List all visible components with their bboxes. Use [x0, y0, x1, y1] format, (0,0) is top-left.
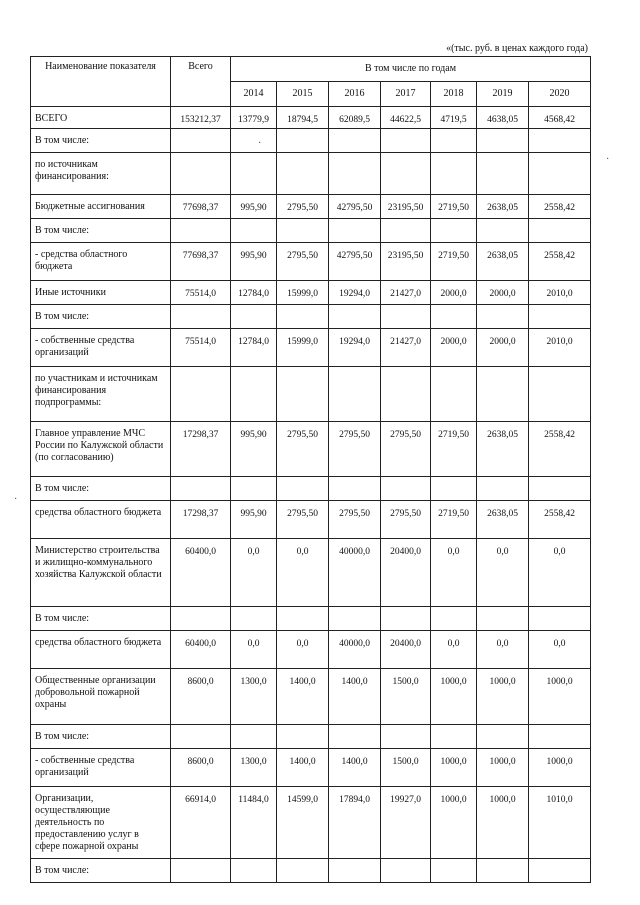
year-value-cell: 0,0: [529, 631, 591, 669]
table-row: [31, 749, 591, 787]
year-value-cell: 0,0: [477, 631, 529, 669]
year-value-cell: 0,0: [431, 539, 477, 607]
year-value-cell: [329, 477, 381, 501]
row-label: по источникам финансирования:: [31, 153, 171, 195]
year-value-cell: [529, 219, 591, 243]
row-label: Главное управление МЧС России по Калужской области (по согласованию): [31, 422, 171, 477]
row-label: В том числе:: [31, 859, 171, 883]
table-row: [31, 422, 591, 477]
row-label: по участникам и источникам финансирования подпрограммы:: [31, 367, 171, 422]
col-header-year: 2015: [277, 82, 329, 107]
row-label: - собственные средства организаций: [31, 749, 171, 787]
year-value-cell: [381, 305, 431, 329]
row-label: В том числе:: [31, 725, 171, 749]
row-label: средства областного бюджета: [31, 631, 171, 669]
table-row: [31, 329, 591, 367]
year-value-cell: [277, 305, 329, 329]
table-row: [31, 669, 591, 725]
year-value-cell: [381, 859, 431, 883]
year-value-cell: [477, 725, 529, 749]
year-value-cell: [231, 219, 277, 243]
year-value-cell: 2638,05: [477, 501, 529, 539]
year-value-cell: 2719,50: [431, 243, 477, 281]
year-value-cell: [231, 607, 277, 631]
year-value-cell: 995,90: [231, 501, 277, 539]
year-value-cell: [529, 305, 591, 329]
year-value-cell: [381, 153, 431, 195]
year-value-cell: 0,0: [431, 631, 477, 669]
row-label: Общественные организации добровольной пожарной охраны: [31, 669, 171, 725]
year-value-cell: [381, 477, 431, 501]
year-value-cell: 40000,0: [329, 539, 381, 607]
year-value-cell: 1010,0: [529, 787, 591, 859]
year-value-cell: 1000,0: [477, 669, 529, 725]
year-value-cell: [529, 725, 591, 749]
row-label: средства областного бюджета: [31, 501, 171, 539]
year-value-cell: [529, 129, 591, 153]
row-total: 60400,0: [171, 631, 231, 669]
year-value-cell: 1300,0: [231, 749, 277, 787]
year-value-cell: 14599,0: [277, 787, 329, 859]
year-value-cell: [329, 153, 381, 195]
year-value-cell: [231, 305, 277, 329]
year-value-cell: [477, 129, 529, 153]
year-value-cell: 15999,0: [277, 281, 329, 305]
year-value-cell: 995,90: [231, 195, 277, 219]
row-total: [171, 725, 231, 749]
table-row: [31, 219, 591, 243]
year-value-cell: 20400,0: [381, 631, 431, 669]
row-total: [171, 153, 231, 195]
year-value-cell: 4638,05: [477, 107, 529, 129]
year-value-cell: [431, 219, 477, 243]
year-value-cell: 2000,0: [477, 281, 529, 305]
year-value-cell: [231, 725, 277, 749]
year-value-cell: [231, 859, 277, 883]
year-value-cell: 1000,0: [477, 749, 529, 787]
row-total: 66914,0: [171, 787, 231, 859]
table-row: [31, 243, 591, 281]
row-total: [171, 219, 231, 243]
year-value-cell: 44622,5: [381, 107, 431, 129]
year-value-cell: [277, 859, 329, 883]
year-value-cell: 2638,05: [477, 243, 529, 281]
year-value-cell: [431, 305, 477, 329]
year-value-cell: 2638,05: [477, 422, 529, 477]
year-value-cell: [431, 153, 477, 195]
year-value-cell: [529, 859, 591, 883]
year-value-cell: 2795,50: [329, 422, 381, 477]
year-value-cell: [381, 607, 431, 631]
year-value-cell: [277, 725, 329, 749]
table-row: [31, 367, 591, 422]
col-header-total: Всего: [171, 57, 231, 107]
year-value-cell: [231, 129, 277, 153]
row-label: В том числе:: [31, 477, 171, 501]
year-value-cell: [381, 129, 431, 153]
year-value-cell: 2000,0: [477, 329, 529, 367]
year-value-cell: 2795,50: [277, 501, 329, 539]
year-value-cell: 19294,0: [329, 329, 381, 367]
year-value-cell: [431, 129, 477, 153]
year-value-cell: [231, 367, 277, 422]
year-value-cell: 2795,50: [277, 422, 329, 477]
year-value-cell: 2719,50: [431, 501, 477, 539]
year-value-cell: [329, 367, 381, 422]
year-value-cell: 2638,05: [477, 195, 529, 219]
row-total: [171, 129, 231, 153]
year-value-cell: 4568,42: [529, 107, 591, 129]
year-value-cell: [431, 607, 477, 631]
year-value-cell: 2795,50: [329, 501, 381, 539]
table-row: [31, 305, 591, 329]
col-header-year: 2019: [477, 82, 529, 107]
year-value-cell: [431, 367, 477, 422]
year-value-cell: 23195,50: [381, 243, 431, 281]
year-value-cell: [477, 153, 529, 195]
year-value-cell: [477, 607, 529, 631]
year-value-cell: [231, 477, 277, 501]
year-value-cell: 995,90: [231, 243, 277, 281]
year-value-cell: [529, 153, 591, 195]
header-row-1: [31, 57, 591, 82]
row-total: 77698,37: [171, 243, 231, 281]
year-value-cell: [277, 153, 329, 195]
year-value-cell: [477, 219, 529, 243]
year-value-cell: 1400,0: [329, 749, 381, 787]
table-row: [31, 501, 591, 539]
row-label: Организации, осуществляющие деятельность по предоставлению услуг в сфере пожарной охраны: [31, 787, 171, 859]
year-value-cell: [277, 367, 329, 422]
year-value-cell: [329, 219, 381, 243]
row-total: 75514,0: [171, 281, 231, 305]
year-value-cell: 0,0: [231, 631, 277, 669]
table-row: [31, 477, 591, 501]
year-value-cell: 20400,0: [381, 539, 431, 607]
year-value-cell: 2000,0: [431, 329, 477, 367]
year-value-cell: [329, 305, 381, 329]
year-value-cell: [329, 129, 381, 153]
table-row: [31, 129, 591, 153]
row-total: 8600,0: [171, 749, 231, 787]
col-header-year: 2017: [381, 82, 431, 107]
table-body: [31, 107, 591, 883]
year-value-cell: 2795,50: [381, 422, 431, 477]
year-value-cell: 12784,0: [231, 281, 277, 305]
year-value-cell: 1400,0: [277, 749, 329, 787]
row-label: Бюджетные ассигнования: [31, 195, 171, 219]
row-label: В том числе:: [31, 219, 171, 243]
row-total: 153212,37: [171, 107, 231, 129]
year-value-cell: 15999,0: [277, 329, 329, 367]
row-total: [171, 607, 231, 631]
table-row: [31, 107, 591, 129]
year-value-cell: 21427,0: [381, 281, 431, 305]
year-value-cell: 1500,0: [381, 749, 431, 787]
year-value-cell: 2558,42: [529, 243, 591, 281]
year-value-cell: 12784,0: [231, 329, 277, 367]
year-value-cell: 42795,50: [329, 243, 381, 281]
col-header-year: 2020: [529, 82, 591, 107]
row-total: 75514,0: [171, 329, 231, 367]
row-total: 17298,37: [171, 422, 231, 477]
col-header-name: Наименование показателя: [31, 57, 171, 107]
year-value-cell: 2795,50: [277, 243, 329, 281]
year-value-cell: [381, 367, 431, 422]
year-value-cell: [277, 219, 329, 243]
year-value-cell: 0,0: [529, 539, 591, 607]
year-value-cell: [277, 477, 329, 501]
year-value-cell: 62089,5: [329, 107, 381, 129]
year-value-cell: [381, 219, 431, 243]
scan-speck: ·: [258, 138, 262, 149]
year-value-cell: 2719,50: [431, 422, 477, 477]
year-value-cell: 18794,5: [277, 107, 329, 129]
year-value-cell: 0,0: [277, 539, 329, 607]
year-value-cell: 2010,0: [529, 329, 591, 367]
row-label: - средства областного бюджета: [31, 243, 171, 281]
year-value-cell: 1000,0: [431, 787, 477, 859]
year-value-cell: [431, 477, 477, 501]
year-value-cell: 1000,0: [477, 787, 529, 859]
year-value-cell: 0,0: [277, 631, 329, 669]
col-header-year: 2016: [329, 82, 381, 107]
budget-table: [30, 56, 591, 883]
year-value-cell: [431, 725, 477, 749]
year-value-cell: 2010,0: [529, 281, 591, 305]
table-row: [31, 281, 591, 305]
year-value-cell: 23195,50: [381, 195, 431, 219]
year-value-cell: 21427,0: [381, 329, 431, 367]
row-label: - собственные средства организаций: [31, 329, 171, 367]
year-value-cell: 1500,0: [381, 669, 431, 725]
year-value-cell: 19294,0: [329, 281, 381, 305]
row-label: Министерство строительства и жилищно-коммунального хозяйства Калужской области: [31, 539, 171, 607]
row-total: 60400,0: [171, 539, 231, 607]
table-row: [31, 539, 591, 607]
year-value-cell: [381, 725, 431, 749]
year-value-cell: 1300,0: [231, 669, 277, 725]
year-value-cell: 1000,0: [529, 749, 591, 787]
year-value-cell: [477, 367, 529, 422]
table-row: [31, 631, 591, 669]
year-value-cell: [277, 129, 329, 153]
unit-note: «(тыс. руб. в ценах каждого года): [446, 43, 588, 54]
year-value-cell: [529, 477, 591, 501]
year-value-cell: 2558,42: [529, 422, 591, 477]
year-value-cell: 2795,50: [381, 501, 431, 539]
year-value-cell: [329, 725, 381, 749]
year-value-cell: 1000,0: [529, 669, 591, 725]
row-label: В том числе:: [31, 129, 171, 153]
year-value-cell: 1000,0: [431, 669, 477, 725]
year-value-cell: 19927,0: [381, 787, 431, 859]
table-row: [31, 607, 591, 631]
year-value-cell: 0,0: [231, 539, 277, 607]
col-header-years-group: В том числе по годам: [231, 57, 591, 82]
scan-speck: ·: [606, 154, 610, 165]
year-value-cell: 40000,0: [329, 631, 381, 669]
year-value-cell: 0,0: [477, 539, 529, 607]
scan-speck: ·: [14, 494, 18, 505]
row-label: ВСЕГО: [31, 107, 171, 129]
year-value-cell: [529, 607, 591, 631]
year-value-cell: 11484,0: [231, 787, 277, 859]
table-row: [31, 195, 591, 219]
year-value-cell: 2558,42: [529, 195, 591, 219]
year-value-cell: [529, 367, 591, 422]
year-value-cell: 1000,0: [431, 749, 477, 787]
year-value-cell: 17894,0: [329, 787, 381, 859]
table-row: [31, 725, 591, 749]
year-value-cell: 2795,50: [277, 195, 329, 219]
row-total: 17298,37: [171, 501, 231, 539]
table-row: [31, 153, 591, 195]
year-value-cell: 1400,0: [277, 669, 329, 725]
row-total: [171, 477, 231, 501]
row-total: [171, 859, 231, 883]
row-total: [171, 305, 231, 329]
year-value-cell: [477, 477, 529, 501]
row-total: 8600,0: [171, 669, 231, 725]
row-total: 77698,37: [171, 195, 231, 219]
year-value-cell: [329, 607, 381, 631]
row-total: [171, 367, 231, 422]
year-value-cell: [277, 607, 329, 631]
col-header-year: 2018: [431, 82, 477, 107]
year-value-cell: 2719,50: [431, 195, 477, 219]
year-value-cell: [329, 859, 381, 883]
year-value-cell: 42795,50: [329, 195, 381, 219]
year-value-cell: [231, 153, 277, 195]
year-value-cell: 995,90: [231, 422, 277, 477]
row-label: В том числе:: [31, 305, 171, 329]
year-value-cell: 2000,0: [431, 281, 477, 305]
col-header-year: 2014: [231, 82, 277, 107]
year-value-cell: 1400,0: [329, 669, 381, 725]
year-value-cell: [431, 859, 477, 883]
table-row: [31, 787, 591, 859]
table-row: [31, 859, 591, 883]
year-value-cell: [477, 305, 529, 329]
year-value-cell: 2558,42: [529, 501, 591, 539]
year-value-cell: [477, 859, 529, 883]
year-value-cell: 4719,5: [431, 107, 477, 129]
row-label: В том числе:: [31, 607, 171, 631]
row-label: Иные источники: [31, 281, 171, 305]
year-value-cell: 13779,9: [231, 107, 277, 129]
